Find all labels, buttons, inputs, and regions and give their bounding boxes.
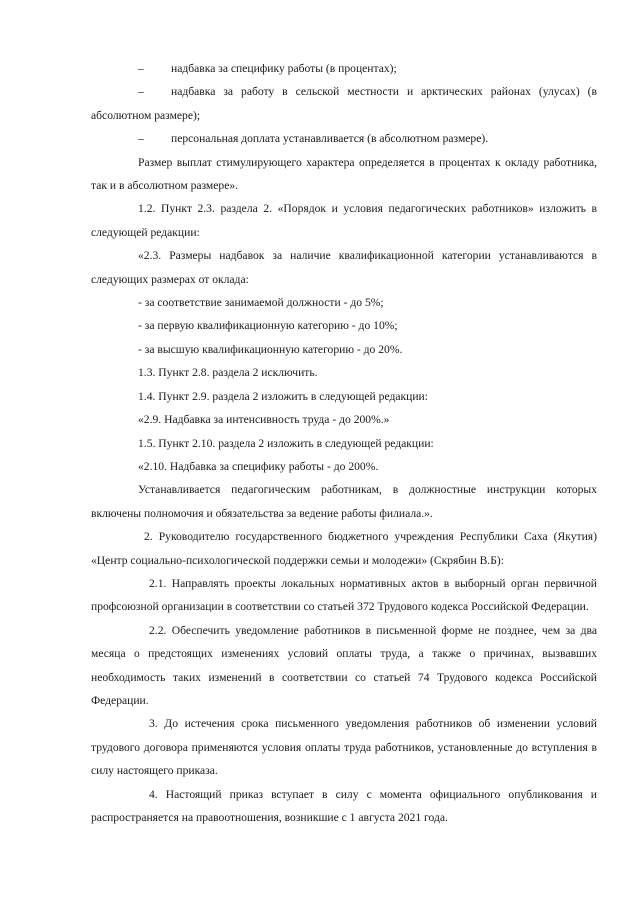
bullet-item — [91, 57, 597, 80]
list-item: - за соответствие занимаемой должности - до 5%; — [138, 296, 384, 310]
paragraph-2-1: 2.1. Направлять проекты локальных нормативных актов в выборный орган первичной профсоюзной организации в соответствии со статьей 372 Трудового кодекса Российской Федерации. — [91, 576, 597, 614]
paragraph-4: 4. Настоящий приказ вступает в силу с момента официального опубликования и распространяется на правоотношения, возникшие с 1 августа 2021 года. — [91, 787, 597, 824]
paragraph-1-2: 1.2. Пункт 2.3. раздела 2. «Порядок и условия педагогических работников» изложить в следующей редакции: — [91, 202, 597, 239]
paragraph-1-3: 1.3. Пункт 2.8. раздела 2 исключить. — [138, 366, 318, 380]
document-body — [91, 57, 597, 829]
list-item: - за первую квалификационную категорию - до 10%; — [138, 319, 398, 333]
bullet-item — [91, 127, 597, 150]
paragraph-established: Устанавливается педагогическим работникам, в должностные инструкции которых включены полномочия и обязательства за ведение работы филиала.». — [91, 483, 597, 520]
bullet-text: надбавка за работу в сельской местности и арктических районах (улусах) (в абсолютном размере); — [91, 85, 597, 122]
paragraph-2-2: 2.2. Обеспечить уведомление работников в письменной форме не позднее, чем за два месяца о предстоящих изменениях условий оплаты труда, а также о причинах, вызвавших необходимость таких изменений в соответствии со статьей 74 Трудового кодекса Российской Федерации. — [91, 623, 597, 707]
paragraph-payment-size: Размер выплат стимулирующего характера определяется в процентах к окладу работника, так и в абсолютном размере». — [91, 155, 597, 193]
paragraph-1-5: 1.5. Пункт 2.10. раздела 2 изложить в следующей редакции: — [138, 436, 434, 450]
paragraph-2: 2. Руководителю государственного бюджетного учреждения Республики Саха (Якутия) «Центр социально-психологической поддержки семьи и молодежи» (Скрябин В.Б): — [91, 530, 597, 567]
bullet-dash: – — [138, 132, 144, 146]
paragraph-2-10: «2.10. Надбавка за специфику работы - до 200%. — [138, 459, 379, 473]
bullet-dash: – — [138, 85, 144, 99]
bullet-item — [91, 80, 597, 127]
bullet-text: персональная доплата устанавливается (в абсолютном размере). — [171, 132, 489, 146]
list-item: - за высшую квалификационную категорию - до 20%. — [138, 342, 403, 356]
paragraph-1-4: 1.4. Пункт 2.9. раздела 2 изложить в следующей редакции: — [138, 389, 428, 403]
bullet-text: надбавка за специфику работы (в процентах); — [171, 62, 397, 75]
bullet-dash: – — [138, 62, 144, 75]
paragraph-2-3: «2.3. Размеры надбавок за наличие квалификационной категории устанавливаются в следующих размерах от оклада: — [91, 249, 597, 286]
paragraph-3: 3. До истечения срока письменного уведомления работников об изменении условий трудового договора применяются условия оплаты труда работников, установленные до вступления в силу настоящего приказа. — [91, 717, 597, 778]
paragraph-2-9: «2.9. Надбавка за интенсивность труда - до 200%.» — [138, 413, 390, 427]
